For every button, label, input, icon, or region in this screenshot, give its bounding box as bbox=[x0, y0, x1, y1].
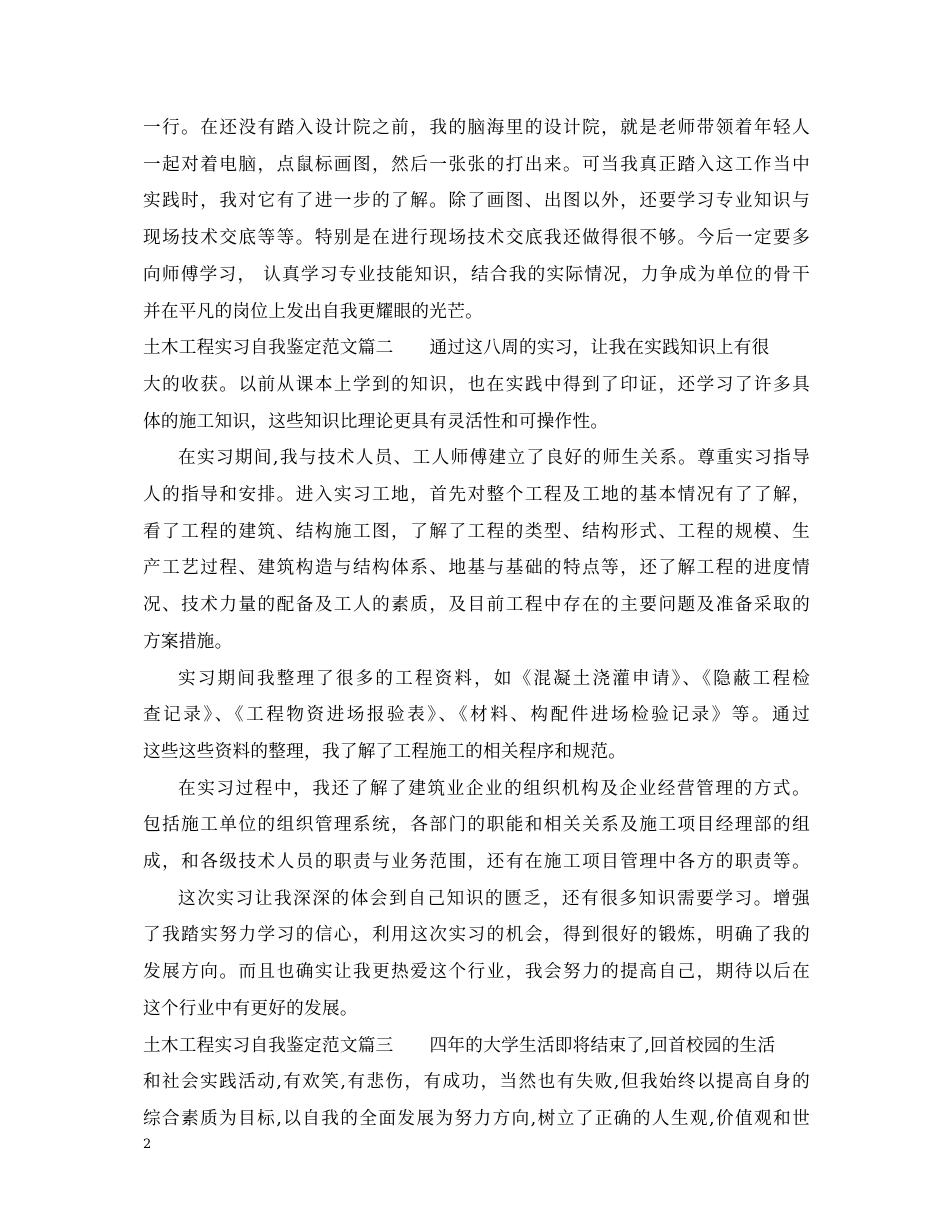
text-line: 这些这些资料的整理，我了解了工程施工的相关程序和规范。 bbox=[143, 741, 627, 762]
section-3-heading: 土木工程实习自我鉴定范文篇三 bbox=[143, 1035, 394, 1056]
text-line: 在实习过程中，我还了解了建筑业企业的组织机构及企业经营管理的方式。 bbox=[178, 778, 810, 799]
text-line: 查记录》、《工程物资进场报验表》、《材料、构配件进场检验记录》等。通过 bbox=[143, 705, 810, 726]
text-line: 产工艺过程、建筑构造与结构体系、地基与基础的特点等，还了解工程的进度情 bbox=[143, 558, 810, 579]
text-line: 况、技术力量的配备及工人的素质，及目前工程中存在的主要问题及准备采取的 bbox=[143, 595, 810, 616]
text-line: 成，和各级技术人员的职责与业务范围，还有在施工项目管理中各方的职责等。 bbox=[143, 852, 810, 873]
text-line: 看了工程的建筑、结构施工图，了解了工程的类型、结构形式、工程的规模、生 bbox=[143, 521, 810, 542]
page-number: 2 bbox=[143, 1137, 152, 1152]
text-line: 发展方向。而且也确实让我更热爱这个行业，我会努力的提高自己，期待以后在 bbox=[143, 962, 810, 983]
text-line: 人的指导和安排。进入实习工地，首先对整个工程及工地的基本情况有了了解， bbox=[143, 485, 810, 506]
text-line: 方案措施。 bbox=[143, 631, 233, 652]
section-2-heading: 土木工程实习自我鉴定范文篇二 bbox=[143, 338, 394, 359]
text-line: 了我踏实努力学习的信心，利用这次实习的机会，得到很好的锻炼，明确了我的 bbox=[143, 925, 810, 946]
text-line: 现场技术交底等等。特别是在进行现场技术交底我还做得很不够。今后一定要多 bbox=[143, 228, 810, 249]
text-line: 大的收获。以前从课本上学到的知识，也在实践中得到了印证，还学习了许多具 bbox=[143, 374, 810, 395]
section-3-lead-text: 四年的大学生活即将结束了,回首校园的生活 bbox=[429, 1035, 776, 1056]
text-line: 一行。在还没有踏入设计院之前，我的脑海里的设计院，就是老师带领着年轻人 bbox=[143, 118, 810, 138]
text-line: 和社会实践活动,有欢笑,有悲伤，有成功，当然也有失败,但我始终以提高自身的 bbox=[143, 1072, 810, 1093]
text-line: 体的施工知识，这些知识比理论更具有灵活性和可操作性。 bbox=[143, 411, 609, 432]
text-line: 在实习期间,我与技术人员、工人师傅建立了良好的师生关系。尊重实习指导 bbox=[178, 448, 810, 469]
text-line: 一起对着电脑，点鼠标画图，然后一张张的打出来。可当我真正踏入这工作当中 bbox=[143, 154, 810, 175]
text-line: 实践时，我对它有了进一步的了解。除了画图、出图以外，还要学习专业知识与 bbox=[143, 191, 810, 212]
text-line: 并在平凡的岗位上发出自我更耀眼的光芒。 bbox=[143, 301, 483, 322]
text-line: 综合素质为目标,以自我的全面发展为努力方向,树立了正确的人生观,价值观和世 bbox=[143, 1108, 810, 1129]
document-body bbox=[143, 110, 810, 1138]
text-line: 实习期间我整理了很多的工程资料，如《混凝土浇灌申请》、《隐蔽工程检 bbox=[178, 668, 810, 689]
section-3-heading-line bbox=[143, 1028, 810, 1065]
text-line: 这个行业中有更好的发展。 bbox=[143, 998, 358, 1019]
section-2-lead-text: 通过这八周的实习，让我在实践知识上有很 bbox=[429, 338, 770, 359]
text-line: 包括施工单位的组织管理系统，各部门的职能和相关关系及施工项目经理部的组 bbox=[143, 815, 810, 836]
text-line: 向师傅学习， 认真学习专业技能知识，结合我的实际情况，力争成为单位的骨干 bbox=[143, 264, 810, 285]
text-line: 这次实习让我深深的体会到自己知识的匮乏，还有很多知识需要学习。增强 bbox=[178, 888, 810, 909]
section-2-heading-line bbox=[143, 330, 810, 367]
